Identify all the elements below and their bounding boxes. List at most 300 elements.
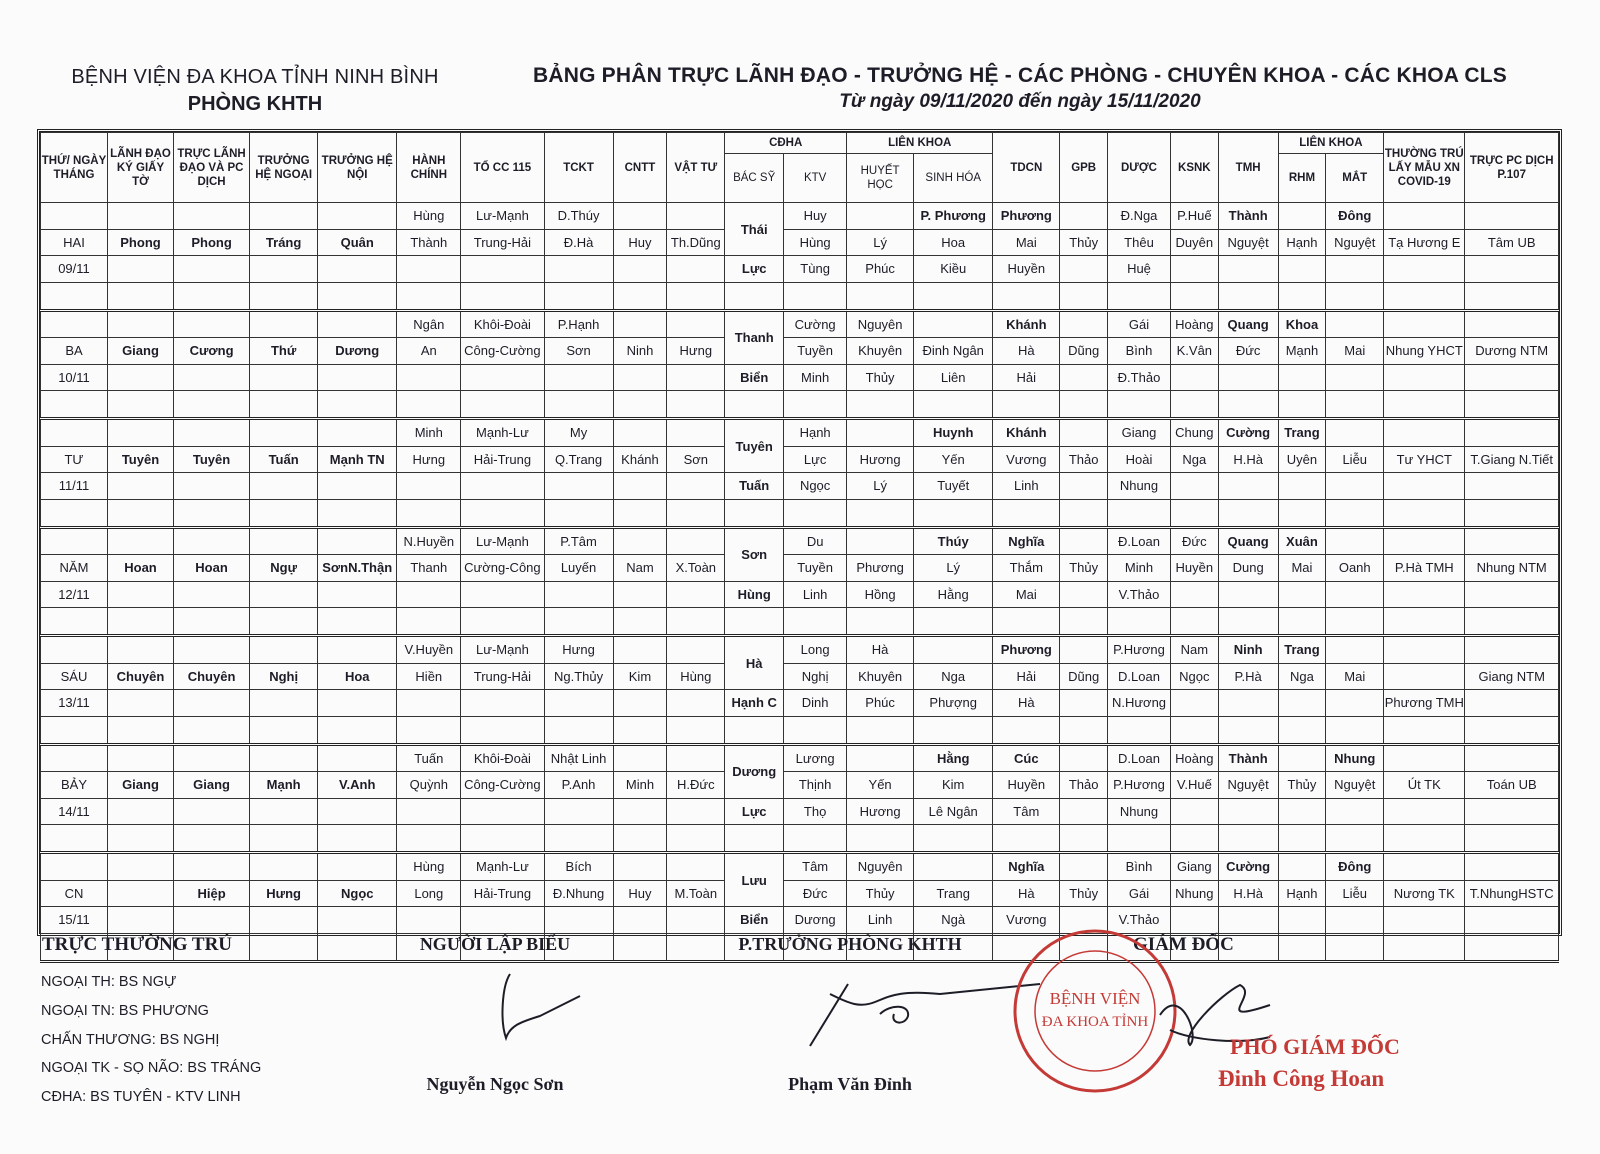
resident-duty-list bbox=[41, 968, 261, 1112]
table-row bbox=[41, 663, 1559, 690]
cell-leader-sign: Giang bbox=[108, 338, 174, 365]
cell-eye bbox=[1326, 364, 1384, 391]
col-surgery-head: TRƯỞNG HỆ NGOẠI bbox=[250, 133, 318, 203]
cell-pharmacy: Hoài bbox=[1108, 446, 1171, 473]
cell-biochem: Liên bbox=[914, 364, 993, 391]
cell-cc115 bbox=[461, 907, 544, 934]
cell-pharmacy bbox=[1108, 499, 1171, 527]
cell-gpb bbox=[1060, 256, 1108, 283]
cell-tdcn bbox=[993, 282, 1060, 310]
cell-gpb: Thủy bbox=[1060, 555, 1108, 582]
cell-supply bbox=[667, 256, 725, 283]
cell-surgery bbox=[250, 636, 318, 664]
cell-supply bbox=[667, 364, 725, 391]
cell-supply bbox=[667, 798, 725, 825]
cell-cdha-ktv: Cường bbox=[784, 310, 847, 338]
cell-cdha-ktv: Thọ bbox=[784, 798, 847, 825]
cell-surgery bbox=[250, 744, 318, 772]
cell-surgery bbox=[250, 364, 318, 391]
cell-covid bbox=[1384, 391, 1465, 419]
cell-admin: Minh bbox=[397, 419, 461, 447]
cell-leader-duty bbox=[173, 581, 249, 608]
cell-tdcn: Nghĩa bbox=[993, 527, 1060, 555]
cell-eye bbox=[1326, 391, 1384, 419]
cell-tckt bbox=[544, 256, 613, 283]
cell-ksnk bbox=[1170, 282, 1218, 310]
cell-cntt bbox=[613, 581, 667, 608]
col-day: THỨ/ NGÀY THÁNG bbox=[41, 133, 108, 203]
col-internal-head: TRƯỞNG HỆ NỘI bbox=[318, 133, 397, 203]
cell-tdcn: Vương bbox=[993, 446, 1060, 473]
cell-pc107 bbox=[1465, 636, 1559, 664]
cell-ksnk bbox=[1170, 716, 1218, 744]
cell-tmh: Đức bbox=[1218, 338, 1278, 365]
cell-leader-sign bbox=[108, 256, 174, 283]
cell-internal bbox=[318, 310, 397, 338]
cell-covid: Út TK bbox=[1384, 772, 1465, 799]
cell-pharmacy: Đ.Thảo bbox=[1108, 364, 1171, 391]
cell-admin: Long bbox=[397, 880, 461, 907]
cell-hematology: Lý bbox=[847, 473, 914, 500]
cell-cdha-ktv: Tuyền bbox=[784, 555, 847, 582]
cell-eye bbox=[1326, 499, 1384, 527]
cell-hematology bbox=[847, 282, 914, 310]
col-admin: HÀNH CHÍNH bbox=[397, 133, 461, 203]
col-tckt: TCKT bbox=[544, 133, 613, 203]
cell-tdcn: Hải bbox=[993, 663, 1060, 690]
col-group-lienkhoa-1: LIÊN KHOA bbox=[847, 133, 993, 154]
cell-leader-duty bbox=[173, 527, 249, 555]
cell-tmh: Ninh bbox=[1218, 636, 1278, 664]
cell-gpb: Thủy bbox=[1060, 880, 1108, 907]
cell-supply bbox=[667, 581, 725, 608]
cell-surgery: Nghị bbox=[250, 663, 318, 690]
cell-admin: Thanh bbox=[397, 555, 461, 582]
cell-pc107 bbox=[1465, 744, 1559, 772]
preparer-signature bbox=[480, 966, 600, 1046]
cell-hematology: Hà bbox=[847, 636, 914, 664]
cell-cc115: Cường-Công bbox=[461, 555, 544, 582]
cell-rhm bbox=[1278, 798, 1326, 825]
cell-hematology: Hương bbox=[847, 798, 914, 825]
cell-eye bbox=[1326, 282, 1384, 310]
cell-eye: Liễu bbox=[1326, 880, 1384, 907]
cell-supply: Sơn bbox=[667, 446, 725, 473]
cell-cdha-ktv: Du bbox=[784, 527, 847, 555]
table-row bbox=[41, 716, 1559, 744]
cell-rhm bbox=[1278, 473, 1326, 500]
cell-pharmacy: Minh bbox=[1108, 555, 1171, 582]
cell-supply bbox=[667, 716, 725, 744]
cell-tmh bbox=[1218, 907, 1278, 934]
cell-cdha-ktv: Tùng bbox=[784, 256, 847, 283]
cell-gpb bbox=[1060, 419, 1108, 447]
cell-cntt bbox=[613, 636, 667, 664]
cell-cdha-ktv: Thịnh bbox=[784, 772, 847, 799]
table-row bbox=[41, 419, 1559, 447]
cell-tdcn bbox=[993, 825, 1060, 853]
day-cell bbox=[41, 716, 108, 744]
cell-tckt: Sơn bbox=[544, 338, 613, 365]
cell-leader-sign bbox=[108, 744, 174, 772]
cell-cntt: Nam bbox=[613, 555, 667, 582]
cell-tmh: P.Hà bbox=[1218, 663, 1278, 690]
cell-cdha-ktv bbox=[784, 825, 847, 853]
cell-leader-duty bbox=[173, 282, 249, 310]
schedule-header bbox=[480, 64, 1560, 113]
cell-cdha-ktv: Huy bbox=[784, 203, 847, 230]
cell-pharmacy: Gái bbox=[1108, 880, 1171, 907]
cell-eye bbox=[1326, 798, 1384, 825]
cell-ksnk: Nga bbox=[1170, 446, 1218, 473]
cell-leader-duty: Hoan bbox=[173, 555, 249, 582]
cell-internal bbox=[318, 744, 397, 772]
cell-ksnk: Nam bbox=[1170, 636, 1218, 664]
cell-hematology: Hương bbox=[847, 446, 914, 473]
cell-leader-sign bbox=[108, 825, 174, 853]
cell-tmh: Quang bbox=[1218, 310, 1278, 338]
duty-table-frame bbox=[37, 129, 1562, 936]
cell-surgery bbox=[250, 581, 318, 608]
cell-rhm bbox=[1278, 364, 1326, 391]
cell-cc115: Mạnh-Lư bbox=[461, 853, 544, 881]
table-row bbox=[41, 555, 1559, 582]
cell-cdha-ktv: Tâm bbox=[784, 853, 847, 881]
day-name: SÁU bbox=[41, 663, 108, 690]
cell-pc107 bbox=[1465, 581, 1559, 608]
cell-internal bbox=[318, 907, 397, 934]
cell-internal: Quân bbox=[318, 229, 397, 256]
cell-rhm: Hạnh bbox=[1278, 880, 1326, 907]
cell-pharmacy: D.Loan bbox=[1108, 663, 1171, 690]
cell-leader-duty bbox=[173, 419, 249, 447]
cell-tdcn: Vương bbox=[993, 907, 1060, 934]
cell-pc107 bbox=[1465, 825, 1559, 853]
cell-biochem: P. Phương bbox=[914, 203, 993, 230]
cell-eye bbox=[1326, 933, 1384, 961]
cell-cdha-ktv: Long bbox=[784, 636, 847, 664]
resident-item: NGOẠI TH: BS NGỰ bbox=[41, 974, 177, 990]
table-row bbox=[41, 690, 1559, 717]
cell-admin: V.Huyền bbox=[397, 636, 461, 664]
cell-tmh: Quang bbox=[1218, 527, 1278, 555]
preparer-name: Nguyễn Ngọc Sơn bbox=[426, 1074, 564, 1094]
cell-tmh: Thành bbox=[1218, 203, 1278, 230]
table-row bbox=[41, 229, 1559, 256]
cell-leader-duty bbox=[173, 636, 249, 664]
table-row bbox=[41, 364, 1559, 391]
cell-supply bbox=[667, 608, 725, 636]
department-name: PHÒNG KHTH bbox=[187, 93, 323, 115]
day-date: 10/11 bbox=[41, 364, 108, 391]
cell-pharmacy: Gái bbox=[1108, 310, 1171, 338]
cell-leader-sign bbox=[108, 203, 174, 230]
cell-tckt: P.Tâm bbox=[544, 527, 613, 555]
table-row bbox=[41, 581, 1559, 608]
cell-hematology bbox=[847, 716, 914, 744]
cell-cdha-ktv bbox=[784, 391, 847, 419]
cell-biochem: Kim bbox=[914, 772, 993, 799]
day-cell bbox=[41, 310, 108, 338]
cell-covid bbox=[1384, 933, 1465, 961]
cell-gpb bbox=[1060, 636, 1108, 664]
cell-hematology: Thủy bbox=[847, 880, 914, 907]
cell-covid bbox=[1384, 203, 1465, 230]
cell-biochem bbox=[914, 391, 993, 419]
cell-biochem: Huynh bbox=[914, 419, 993, 447]
cell-rhm bbox=[1278, 391, 1326, 419]
cell-surgery: Ngự bbox=[250, 555, 318, 582]
cell-pharmacy: Bình bbox=[1108, 338, 1171, 365]
cell-surgery: Thứ bbox=[250, 338, 318, 365]
cell-leader-sign bbox=[108, 282, 174, 310]
schedule-title: BẢNG PHÂN TRỰC LÃNH ĐẠO - TRƯỞNG HỆ - CÁC PHÒNG - CHUYÊN KHOA - CÁC KHOA CLS bbox=[532, 64, 1508, 87]
cell-tckt: My bbox=[544, 419, 613, 447]
cell-tckt bbox=[544, 798, 613, 825]
cell-supply: H.Đức bbox=[667, 772, 725, 799]
cell-internal bbox=[318, 581, 397, 608]
cell-leader-duty bbox=[173, 744, 249, 772]
cell-cdha-doctor: Lực bbox=[725, 798, 784, 825]
cell-pharmacy: Đ.Nga bbox=[1108, 203, 1171, 230]
cell-eye: Đông bbox=[1326, 853, 1384, 881]
cell-cntt bbox=[613, 744, 667, 772]
cell-surgery bbox=[250, 419, 318, 447]
cell-leader-duty: Chuyên bbox=[173, 663, 249, 690]
cell-admin: Hùng bbox=[397, 853, 461, 881]
day-date: 11/11 bbox=[41, 473, 108, 500]
table-row bbox=[41, 499, 1559, 527]
cell-tdcn bbox=[993, 716, 1060, 744]
cell-pc107 bbox=[1465, 256, 1559, 283]
cell-rhm bbox=[1278, 825, 1326, 853]
cell-hematology: Nguyên bbox=[847, 310, 914, 338]
cell-ksnk: K.Vân bbox=[1170, 338, 1218, 365]
cell-admin bbox=[397, 499, 461, 527]
cell-cdha-doctor: Biển bbox=[725, 364, 784, 391]
cell-cntt bbox=[613, 310, 667, 338]
cell-cdha-doctor: Hạnh C bbox=[725, 690, 784, 717]
cell-tckt bbox=[544, 907, 613, 934]
cell-leader-sign bbox=[108, 310, 174, 338]
cell-cntt bbox=[613, 419, 667, 447]
day-cell bbox=[41, 853, 108, 881]
cell-leader-sign bbox=[108, 608, 174, 636]
cell-admin bbox=[397, 364, 461, 391]
cell-hematology: Lý bbox=[847, 229, 914, 256]
cell-tdcn bbox=[993, 391, 1060, 419]
day-cell bbox=[41, 499, 108, 527]
cell-cdha-doctor: Thái bbox=[725, 203, 784, 256]
day-date: 15/11 bbox=[41, 907, 108, 934]
col-leader-sign: LÃNH ĐẠO KÝ GIẤY TỜ bbox=[108, 133, 174, 203]
cell-tckt bbox=[544, 391, 613, 419]
table-row bbox=[41, 798, 1559, 825]
cell-ksnk bbox=[1170, 825, 1218, 853]
day-cell bbox=[41, 608, 108, 636]
cell-leader-sign bbox=[108, 527, 174, 555]
cell-tdcn: Huyền bbox=[993, 256, 1060, 283]
cell-supply: Hùng bbox=[667, 663, 725, 690]
cell-tmh: Cường bbox=[1218, 419, 1278, 447]
cell-cntt bbox=[613, 716, 667, 744]
col-cdha-ktv: KTV bbox=[784, 154, 847, 203]
cell-gpb bbox=[1060, 581, 1108, 608]
cell-internal bbox=[318, 364, 397, 391]
col-group-cdha: CĐHA bbox=[725, 133, 847, 154]
cell-internal bbox=[318, 527, 397, 555]
cell-rhm: Mai bbox=[1278, 555, 1326, 582]
cell-rhm bbox=[1278, 716, 1326, 744]
cell-cdha-ktv: Đức bbox=[784, 880, 847, 907]
cell-eye bbox=[1326, 608, 1384, 636]
cell-gpb bbox=[1060, 499, 1108, 527]
cell-admin: Hùng bbox=[397, 203, 461, 230]
table-row bbox=[41, 310, 1559, 338]
cell-admin: N.Huyền bbox=[397, 527, 461, 555]
cell-pharmacy: Đ.Loan bbox=[1108, 527, 1171, 555]
cell-leader-sign bbox=[108, 364, 174, 391]
cell-cdha-ktv: Hạnh bbox=[784, 419, 847, 447]
cell-pharmacy: Huệ bbox=[1108, 256, 1171, 283]
cell-cc115 bbox=[461, 690, 544, 717]
hospital-name: BỆNH VIỆN ĐA KHOA TỈNH NINH BÌNH bbox=[71, 66, 439, 88]
cell-eye bbox=[1326, 310, 1384, 338]
cell-hematology bbox=[847, 527, 914, 555]
hospital-header bbox=[40, 66, 470, 116]
cell-surgery bbox=[250, 499, 318, 527]
duty-table-body bbox=[41, 203, 1559, 962]
cell-cc115: Hải-Trung bbox=[461, 446, 544, 473]
cell-covid bbox=[1384, 499, 1465, 527]
cell-biochem: Ngà bbox=[914, 907, 993, 934]
cell-tdcn: Khánh bbox=[993, 419, 1060, 447]
day-cell bbox=[41, 527, 108, 555]
vice-director-name: Đinh Công Hoan bbox=[1218, 1066, 1385, 1091]
cell-surgery: Tuấn bbox=[250, 446, 318, 473]
cell-admin bbox=[397, 256, 461, 283]
cell-leader-sign bbox=[108, 853, 174, 881]
cell-rhm: Xuân bbox=[1278, 527, 1326, 555]
cell-biochem bbox=[914, 825, 993, 853]
cell-tckt bbox=[544, 499, 613, 527]
cell-rhm bbox=[1278, 907, 1326, 934]
cell-gpb bbox=[1060, 744, 1108, 772]
cell-surgery bbox=[250, 933, 318, 961]
col-eye: MẮT bbox=[1326, 154, 1384, 203]
cell-covid bbox=[1384, 744, 1465, 772]
cell-admin: Quỳnh bbox=[397, 772, 461, 799]
cell-eye bbox=[1326, 716, 1384, 744]
cell-pharmacy bbox=[1108, 282, 1171, 310]
table-row bbox=[41, 256, 1559, 283]
cell-internal bbox=[318, 825, 397, 853]
cell-tdcn: Tâm bbox=[993, 798, 1060, 825]
cell-cntt bbox=[613, 473, 667, 500]
cell-tdcn: Hà bbox=[993, 690, 1060, 717]
cell-tdcn: Hà bbox=[993, 880, 1060, 907]
cell-gpb bbox=[1060, 282, 1108, 310]
cell-admin: Thành bbox=[397, 229, 461, 256]
cell-cc115 bbox=[461, 282, 544, 310]
cell-supply bbox=[667, 282, 725, 310]
deputy-name: Phạm Văn Đỉnh bbox=[788, 1074, 912, 1094]
cell-pc107: T.Giang N.Tiết bbox=[1465, 446, 1559, 473]
cell-leader-duty: Phong bbox=[173, 229, 249, 256]
cell-rhm: Trang bbox=[1278, 419, 1326, 447]
cell-leader-duty bbox=[173, 310, 249, 338]
cell-covid bbox=[1384, 608, 1465, 636]
cell-internal bbox=[318, 282, 397, 310]
cell-cntt: Huy bbox=[613, 229, 667, 256]
cell-hematology: Phương bbox=[847, 555, 914, 582]
cell-covid bbox=[1384, 636, 1465, 664]
preparer-signature-block bbox=[405, 934, 585, 1104]
cell-hematology bbox=[847, 744, 914, 772]
cell-cdha-doctor bbox=[725, 391, 784, 419]
cell-ksnk bbox=[1170, 391, 1218, 419]
cell-pc107 bbox=[1465, 473, 1559, 500]
cell-surgery bbox=[250, 473, 318, 500]
cell-leader-duty bbox=[173, 825, 249, 853]
cell-ksnk: Hoàng bbox=[1170, 310, 1218, 338]
cell-pharmacy: D.Loan bbox=[1108, 744, 1171, 772]
cell-cc115 bbox=[461, 256, 544, 283]
cell-tmh: Nguyệt bbox=[1218, 229, 1278, 256]
cell-supply: M.Toàn bbox=[667, 880, 725, 907]
duty-table bbox=[40, 132, 1559, 963]
cell-hematology bbox=[847, 499, 914, 527]
cell-ksnk: Duyên bbox=[1170, 229, 1218, 256]
cell-cntt bbox=[613, 282, 667, 310]
cell-cntt bbox=[613, 825, 667, 853]
cell-admin bbox=[397, 716, 461, 744]
cell-eye bbox=[1326, 690, 1384, 717]
cell-covid bbox=[1384, 256, 1465, 283]
day-name: HAI bbox=[41, 229, 108, 256]
cell-internal bbox=[318, 716, 397, 744]
cell-supply bbox=[667, 310, 725, 338]
cell-pharmacy: Nhung bbox=[1108, 473, 1171, 500]
cell-cntt bbox=[613, 933, 667, 961]
cell-leader-duty bbox=[173, 473, 249, 500]
cell-covid bbox=[1384, 825, 1465, 853]
cell-biochem: Đinh Ngân bbox=[914, 338, 993, 365]
cell-hematology: Hồng bbox=[847, 581, 914, 608]
col-covid: THƯỜNG TRÚ LẤY MẪU XN COVID-19 bbox=[1384, 133, 1465, 203]
cell-pharmacy: P.Hương bbox=[1108, 772, 1171, 799]
cell-admin bbox=[397, 825, 461, 853]
cell-tdcn: Phương bbox=[993, 203, 1060, 230]
cell-pc107: Nhung NTM bbox=[1465, 555, 1559, 582]
cell-eye bbox=[1326, 527, 1384, 555]
cell-internal bbox=[318, 473, 397, 500]
col-leader-duty: TRỰC LÃNH ĐẠO VÀ PC DỊCH bbox=[173, 133, 249, 203]
col-pc107: TRỰC PC DỊCH P.107 bbox=[1465, 133, 1559, 203]
cell-tckt bbox=[544, 282, 613, 310]
cell-cdha-doctor: Hùng bbox=[725, 581, 784, 608]
cell-ksnk bbox=[1170, 581, 1218, 608]
cell-internal bbox=[318, 853, 397, 881]
cell-leader-duty bbox=[173, 798, 249, 825]
cell-ksnk: V.Huế bbox=[1170, 772, 1218, 799]
cell-leader-duty bbox=[173, 499, 249, 527]
cell-tckt bbox=[544, 364, 613, 391]
day-date: 13/11 bbox=[41, 690, 108, 717]
cell-leader-sign: Giang bbox=[108, 772, 174, 799]
cell-pharmacy: N.Hương bbox=[1108, 690, 1171, 717]
cell-cntt bbox=[613, 256, 667, 283]
